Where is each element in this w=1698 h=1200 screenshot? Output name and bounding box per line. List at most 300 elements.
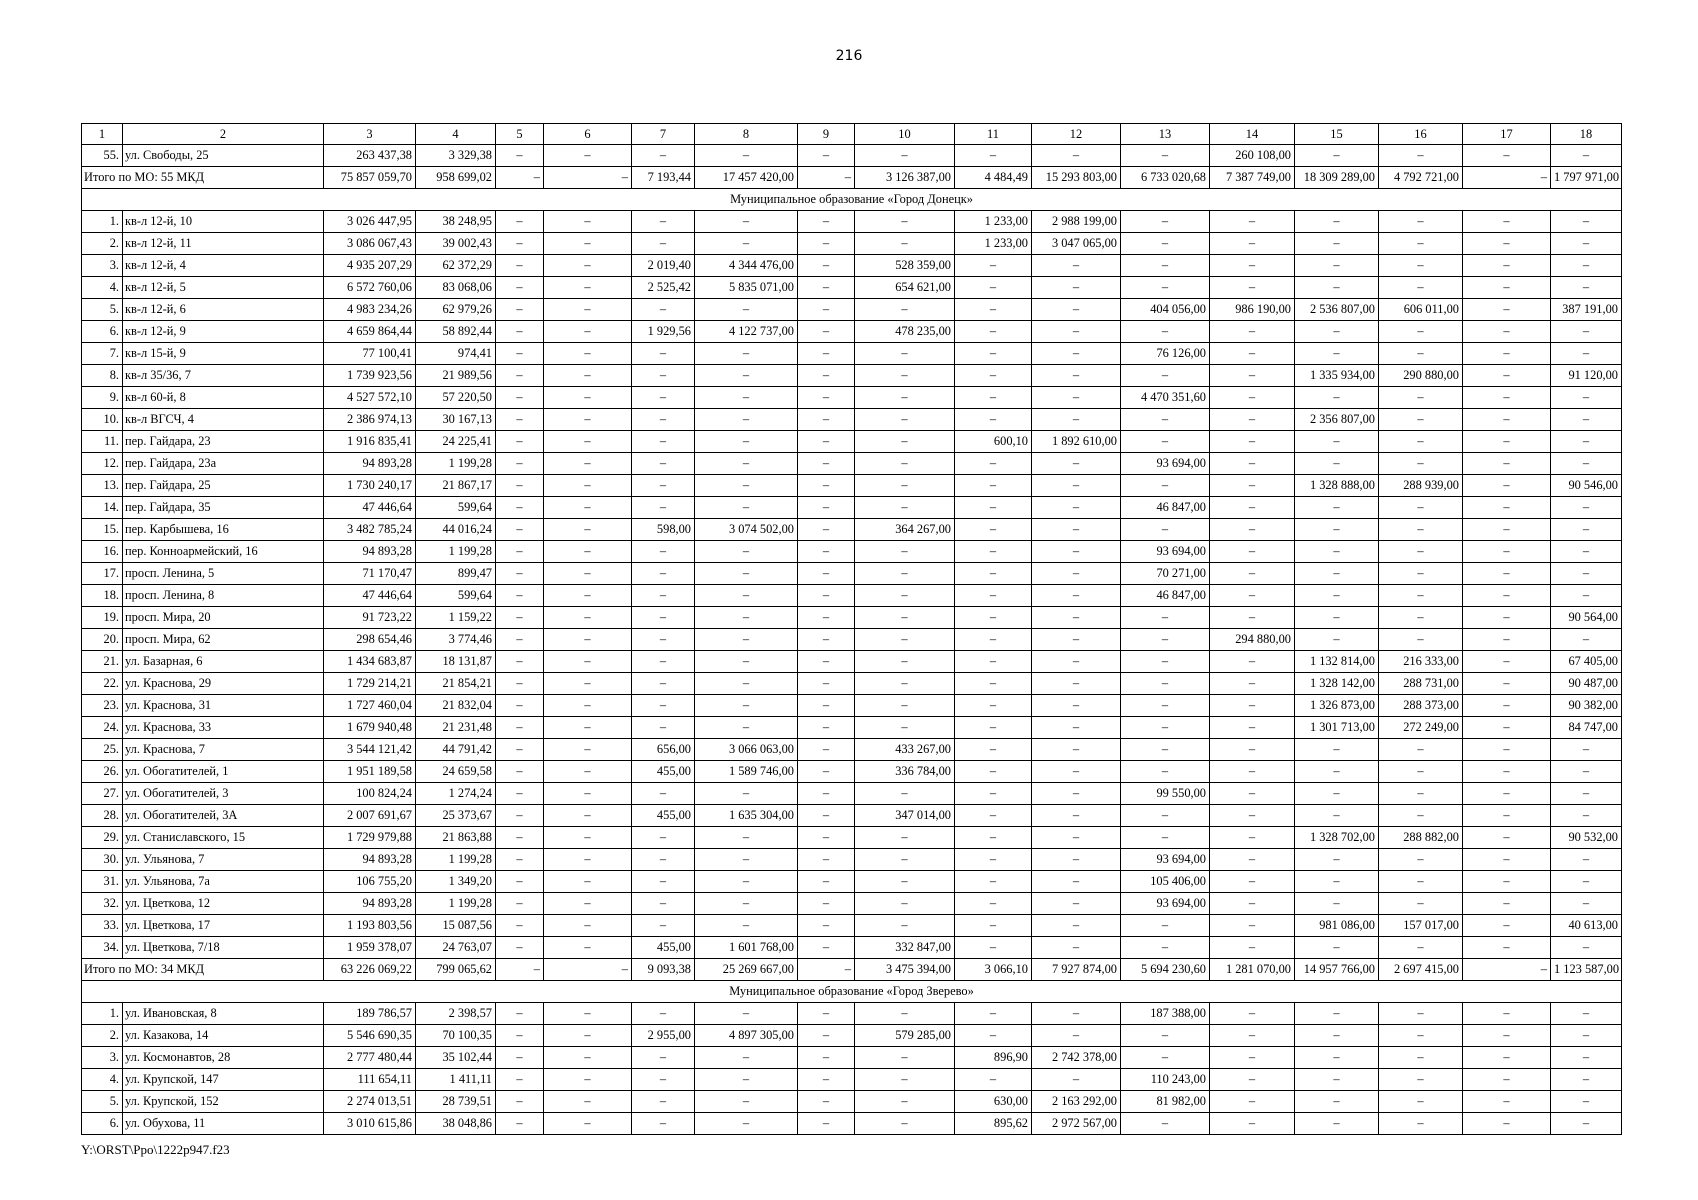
value-cell: – [955,1069,1032,1091]
value-cell: – [1121,1047,1210,1069]
value-cell: 2 972 567,00 [1032,1113,1121,1135]
value-cell: 47 446,64 [324,585,416,607]
value-cell: – [544,1113,632,1135]
address-cell: ул. Обухова, 11 [123,1113,324,1135]
value-cell: – [632,431,695,453]
value-cell: – [855,1113,955,1135]
address-cell: кв-л ВГСЧ, 4 [123,409,324,431]
value-cell: – [1121,1113,1210,1135]
table-row [82,1069,1622,1091]
value-cell: – [1032,365,1121,387]
value-cell: – [1032,563,1121,585]
value-cell: 288 882,00 [1379,827,1463,849]
value-cell: 83 068,06 [416,277,496,299]
value-cell: – [1551,519,1622,541]
address-cell: ул. Космонавтов, 28 [123,1047,324,1069]
value-cell: – [1032,893,1121,915]
value-cell: – [695,431,798,453]
value-cell: – [855,453,955,475]
address-cell: просп. Мира, 62 [123,629,324,651]
housing-repair-table [81,123,1622,1135]
row-number-cell: 28. [82,805,123,827]
footer-file-path: Y:\ORST\Ppo\1222p947.f23 [81,1142,230,1157]
value-cell: – [695,409,798,431]
value-cell: – [855,233,955,255]
header-row [82,124,1622,145]
value-cell: 3 047 065,00 [1032,233,1121,255]
value-cell: 1 411,11 [416,1069,496,1091]
column-number-cell: 18 [1551,124,1622,145]
value-cell: – [695,365,798,387]
value-cell: 1 335 934,00 [1295,365,1379,387]
value-cell: 77 100,41 [324,343,416,365]
value-cell: – [1551,321,1622,343]
table-row [82,1091,1622,1113]
value-cell: – [1121,937,1210,959]
row-number-cell: 22. [82,673,123,695]
address-cell: ул. Цветкова, 12 [123,893,324,915]
value-cell: – [855,673,955,695]
value-cell: – [1551,783,1622,805]
value-cell: – [632,233,695,255]
table-row [82,585,1622,607]
row-number-cell: 5. [82,1091,123,1113]
value-cell: – [1121,365,1210,387]
value-cell: – [1210,585,1295,607]
value-cell: – [1551,849,1622,871]
value-cell: – [544,563,632,585]
total-value-cell: 75 857 059,70 [324,167,416,189]
value-cell: 654 621,00 [855,277,955,299]
value-cell: – [1551,1069,1622,1091]
value-cell: – [1295,1025,1379,1047]
row-number-cell: 2. [82,233,123,255]
value-cell: 1 328 888,00 [1295,475,1379,497]
value-cell: – [544,321,632,343]
value-cell: – [632,717,695,739]
value-cell: 21 832,04 [416,695,496,717]
value-cell: – [544,277,632,299]
value-cell: – [695,1069,798,1091]
value-cell: – [1379,431,1463,453]
value-cell: – [1032,717,1121,739]
value-cell: – [1121,739,1210,761]
table-row [82,893,1622,915]
value-cell: 1 274,24 [416,783,496,805]
value-cell: – [1210,541,1295,563]
value-cell: – [1210,233,1295,255]
value-cell: – [798,277,855,299]
value-cell: – [695,915,798,937]
value-cell: – [496,563,544,585]
value-cell: – [496,805,544,827]
value-cell: – [1032,541,1121,563]
row-number-cell: 31. [82,871,123,893]
total-value-cell: 17 457 420,00 [695,167,798,189]
value-cell: – [955,739,1032,761]
value-cell: 5 835 071,00 [695,277,798,299]
value-cell: – [1379,761,1463,783]
value-cell: – [955,409,1032,431]
value-cell: – [1295,255,1379,277]
address-cell: кв-л 15-й, 9 [123,343,324,365]
value-cell: – [1463,651,1551,673]
value-cell: – [1463,1025,1551,1047]
value-cell: 404 056,00 [1121,299,1210,321]
value-cell: – [695,827,798,849]
value-cell: 40 613,00 [1551,915,1622,937]
value-cell: – [1210,871,1295,893]
value-cell: 187 388,00 [1121,1003,1210,1025]
value-cell: – [1379,783,1463,805]
value-cell: – [695,1091,798,1113]
value-cell: 58 892,44 [416,321,496,343]
value-cell: – [1210,1069,1295,1091]
value-cell: – [955,783,1032,805]
value-cell: 91 120,00 [1551,365,1622,387]
address-cell: просп. Ленина, 5 [123,563,324,585]
value-cell: – [496,937,544,959]
value-cell: 3 086 067,43 [324,233,416,255]
table-row [82,211,1622,233]
value-cell: – [1295,783,1379,805]
value-cell: 24 763,07 [416,937,496,959]
value-cell: – [544,695,632,717]
row-number-cell: 23. [82,695,123,717]
value-cell: – [1032,145,1121,167]
value-cell: – [1295,849,1379,871]
value-cell: – [632,1069,695,1091]
address-cell: ул. Крупской, 152 [123,1091,324,1113]
value-cell: 1 729 979,88 [324,827,416,849]
value-cell: – [1121,321,1210,343]
value-cell: – [544,255,632,277]
value-cell: 93 694,00 [1121,849,1210,871]
table-row [82,629,1622,651]
row-number-cell: 6. [82,1113,123,1135]
value-cell: – [1032,277,1121,299]
value-cell: – [632,299,695,321]
value-cell: – [798,233,855,255]
value-cell: – [632,211,695,233]
value-cell: – [955,321,1032,343]
value-cell: – [1463,497,1551,519]
value-cell: – [798,1069,855,1091]
value-cell: – [798,761,855,783]
value-cell: – [632,563,695,585]
value-cell: 336 784,00 [855,761,955,783]
value-cell: 105 406,00 [1121,871,1210,893]
row-number-cell: 33. [82,915,123,937]
value-cell: 57 220,50 [416,387,496,409]
value-cell: – [1379,409,1463,431]
value-cell: – [1210,695,1295,717]
value-cell: – [1121,915,1210,937]
total-value-cell: 4 484,49 [955,167,1032,189]
value-cell: 6 572 760,06 [324,277,416,299]
value-cell: – [695,497,798,519]
value-cell: – [1551,277,1622,299]
value-cell: – [1295,739,1379,761]
value-cell: – [544,893,632,915]
value-cell: – [798,431,855,453]
value-cell: – [544,673,632,695]
value-cell: – [1121,277,1210,299]
value-cell: – [695,475,798,497]
value-cell: – [1032,739,1121,761]
value-cell: – [955,761,1032,783]
value-cell: 364 267,00 [855,519,955,541]
table-row [82,739,1622,761]
row-number-cell: 25. [82,739,123,761]
value-cell: – [1210,673,1295,695]
value-cell: 93 694,00 [1121,453,1210,475]
value-cell: – [544,937,632,959]
value-cell: – [1121,673,1210,695]
value-cell: – [632,673,695,695]
value-cell: – [544,343,632,365]
value-cell: – [855,541,955,563]
value-cell: – [544,431,632,453]
value-cell: – [1379,1025,1463,1047]
row-number-cell: 10. [82,409,123,431]
value-cell: – [695,541,798,563]
value-cell: 90 532,00 [1551,827,1622,849]
value-cell: 21 989,56 [416,365,496,387]
address-cell: кв-л 35/36, 7 [123,365,324,387]
value-cell: – [695,673,798,695]
value-cell: – [1295,1069,1379,1091]
column-number-cell: 16 [1379,124,1463,145]
value-cell: – [1121,1025,1210,1047]
value-cell: 111 654,11 [324,1069,416,1091]
value-cell: – [1463,1091,1551,1113]
value-cell: 2 777 480,44 [324,1047,416,1069]
column-number-cell: 14 [1210,124,1295,145]
value-cell: 1 199,28 [416,541,496,563]
value-cell: 90 382,00 [1551,695,1622,717]
value-cell: – [496,1025,544,1047]
value-cell: – [955,519,1032,541]
value-cell: – [855,497,955,519]
value-cell: 24 659,58 [416,761,496,783]
value-cell: 260 108,00 [1210,145,1295,167]
value-cell: 1 349,20 [416,871,496,893]
value-cell: – [1551,343,1622,365]
value-cell: – [1463,1113,1551,1135]
value-cell: 3 774,46 [416,629,496,651]
value-cell: – [1210,431,1295,453]
value-cell: 38 048,86 [416,1113,496,1135]
value-cell: – [955,365,1032,387]
value-cell: – [1551,255,1622,277]
value-cell: 15 087,56 [416,915,496,937]
value-cell: – [1551,453,1622,475]
value-cell: 528 359,00 [855,255,955,277]
value-cell: – [1551,761,1622,783]
value-cell: – [798,1047,855,1069]
value-cell: 433 267,00 [855,739,955,761]
value-cell: – [1032,1003,1121,1025]
total-value-cell: – [798,167,855,189]
value-cell: – [544,1069,632,1091]
value-cell: 106 755,20 [324,871,416,893]
value-cell: – [632,629,695,651]
row-number-cell: 17. [82,563,123,585]
value-cell: – [1463,453,1551,475]
value-cell: – [798,1091,855,1113]
column-number-cell: 13 [1121,124,1210,145]
row-number-cell: 32. [82,893,123,915]
value-cell: – [695,387,798,409]
value-cell: – [544,761,632,783]
value-cell: – [1295,1003,1379,1025]
value-cell: – [1121,827,1210,849]
value-cell: 2 019,40 [632,255,695,277]
value-cell: – [1121,805,1210,827]
value-cell: – [798,651,855,673]
value-cell: 387 191,00 [1551,299,1622,321]
total-value-cell: 5 694 230,60 [1121,959,1210,981]
value-cell: – [1121,607,1210,629]
value-cell: – [496,695,544,717]
value-cell: 1 929,56 [632,321,695,343]
value-cell: 94 893,28 [324,541,416,563]
value-cell: – [855,629,955,651]
value-cell: – [1379,629,1463,651]
value-cell: – [1210,651,1295,673]
value-cell: – [544,519,632,541]
value-cell: – [1210,343,1295,365]
address-cell: ул. Казакова, 14 [123,1025,324,1047]
value-cell: – [1210,607,1295,629]
value-cell: – [955,541,1032,563]
column-number-cell: 12 [1032,124,1121,145]
value-cell: – [1463,211,1551,233]
value-cell: – [695,585,798,607]
value-cell: – [496,277,544,299]
value-cell: – [1121,145,1210,167]
value-cell: 1 892 610,00 [1032,431,1121,453]
value-cell: – [1295,629,1379,651]
address-cell: пер. Гайдара, 25 [123,475,324,497]
value-cell: – [496,915,544,937]
value-cell: – [496,849,544,871]
value-cell: 3 482 785,24 [324,519,416,541]
value-cell: – [1551,387,1622,409]
value-cell: 606 011,00 [1379,299,1463,321]
value-cell: – [1295,937,1379,959]
value-cell: 28 739,51 [416,1091,496,1113]
value-cell: – [632,1003,695,1025]
value-cell: – [695,145,798,167]
value-cell: – [1032,783,1121,805]
value-cell: – [1032,343,1121,365]
value-cell: 2 007 691,67 [324,805,416,827]
total-label: Итого по МО: 55 МКД [82,167,324,189]
value-cell: 91 723,22 [324,607,416,629]
row-number-cell: 19. [82,607,123,629]
table-row [82,431,1622,453]
table-row [82,497,1622,519]
value-cell: 895,62 [955,1113,1032,1135]
value-cell: – [855,1047,955,1069]
value-cell: 81 982,00 [1121,1091,1210,1113]
value-cell: – [1463,585,1551,607]
value-cell: 3 010 615,86 [324,1113,416,1135]
value-cell: – [1121,717,1210,739]
total-value-cell: 1 281 070,00 [1210,959,1295,981]
value-cell: 21 867,17 [416,475,496,497]
value-cell: – [632,1047,695,1069]
value-cell: – [798,255,855,277]
value-cell: – [1463,717,1551,739]
value-cell: – [695,563,798,585]
value-cell: – [1295,453,1379,475]
value-cell: – [955,277,1032,299]
row-number-cell: 7. [82,343,123,365]
value-cell: – [496,233,544,255]
value-cell: – [1379,871,1463,893]
value-cell: – [1295,211,1379,233]
address-cell: ул. Обогатителей, 3 [123,783,324,805]
value-cell: – [1463,937,1551,959]
row-number-cell: 1. [82,211,123,233]
value-cell: – [1032,673,1121,695]
value-cell: 90 564,00 [1551,607,1622,629]
value-cell: – [798,871,855,893]
value-cell: – [496,673,544,695]
value-cell: – [496,717,544,739]
value-cell: – [1121,761,1210,783]
value-cell: – [544,365,632,387]
value-cell: – [1295,387,1379,409]
value-cell: – [632,409,695,431]
total-value-cell: – [1463,959,1551,981]
value-cell: 1 727 460,04 [324,695,416,717]
value-cell: – [496,607,544,629]
value-cell: – [1379,387,1463,409]
value-cell: 1 959 378,07 [324,937,416,959]
address-cell: ул. Цветкова, 7/18 [123,937,324,959]
value-cell: – [1121,409,1210,431]
value-cell: – [1295,607,1379,629]
value-cell: 67 405,00 [1551,651,1622,673]
value-cell: 2 356 807,00 [1295,409,1379,431]
value-cell: – [1121,211,1210,233]
value-cell: 25 373,67 [416,805,496,827]
value-cell: 1 199,28 [416,453,496,475]
value-cell: – [1210,321,1295,343]
value-cell: – [955,255,1032,277]
value-cell: – [1463,893,1551,915]
table-row [82,233,1622,255]
value-cell: – [496,585,544,607]
value-cell: – [1551,145,1622,167]
value-cell: – [1032,1025,1121,1047]
value-cell: – [695,211,798,233]
value-cell: – [1295,1047,1379,1069]
value-cell: – [1463,805,1551,827]
total-value-cell: 1 123 587,00 [1551,959,1622,981]
value-cell: – [798,497,855,519]
value-cell: – [496,145,544,167]
value-cell: – [1032,299,1121,321]
value-cell: – [695,893,798,915]
value-cell: – [496,475,544,497]
value-cell: – [1032,937,1121,959]
value-cell: – [632,915,695,937]
